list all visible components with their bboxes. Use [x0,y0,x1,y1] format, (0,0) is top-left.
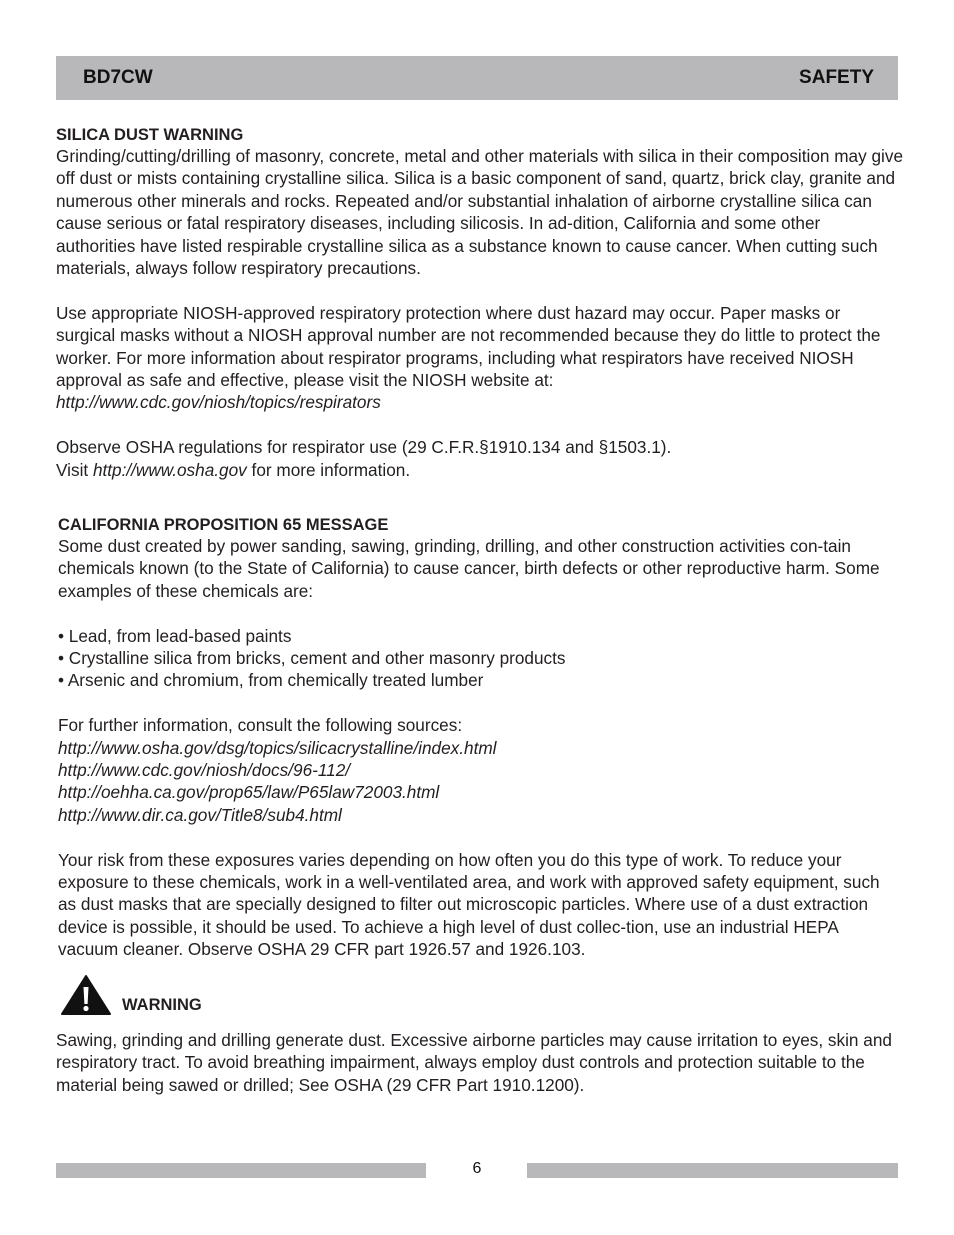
footer-bar-left [56,1163,426,1178]
silica-section [56,125,904,481]
section-title: SAFETY [799,67,874,88]
list-item: • Lead, from lead-based paints [58,625,292,646]
model-name: BD7CW [83,67,153,88]
visit-prefix: Visit [56,459,93,480]
source-link[interactable]: http://www.cdc.gov/niosh/docs/96-112/ [58,760,351,781]
silica-heading: SILICA DUST WARNING [56,126,244,144]
visit-suffix: for more information. [246,459,411,480]
prop65-heading: CALIFORNIA PROPOSITION 65 MESSAGE [58,516,389,534]
sources-intro: For further information, consult the following sources: [58,715,463,736]
source-link[interactable]: http://oehha.ca.gov/prop65/law/P65law72003.html [58,782,440,803]
risk-paragraph: Your risk from these exposures varies depending on how often you do this type of work. To reduce your exposure to these chemicals, work in a well-ventilated area, and work with approved safety equipment, such as dust masks that are specially designed to filter out microscopic particles. Where use of a dust extraction device is possible, it should be used. To achieve a high level of dust collec-tion, use an industrial HEPA vacuum cleaner. Observe OSHA 29 CFR part 1926.57 and 1926.103. [58,849,880,960]
warning-section [56,1029,906,1096]
warning-text: Sawing, grinding and drilling generate dust. Excessive airborne particles may cause irritation to eyes, skin and respiratory tract. To avoid breathing impairment, always employ dust controls and protection suitable to the material being sawed or drilled; See OSHA (29 CFR Part 1910.1200). [56,1030,892,1095]
osha-regulations-line: Observe OSHA regulations for respirator use (29 C.F.R.§1910.134 and §1503.1). [56,437,672,458]
warning-label: WARNING [122,996,202,1014]
visit-line [56,459,904,481]
list-item: • Arsenic and chromium, from chemically treated lumber [58,670,484,691]
footer-bar-right [527,1163,898,1178]
warning-triangle-icon [60,974,112,1016]
osha-link[interactable]: http://www.osha.gov [92,459,247,480]
silica-paragraph-2: Use appropriate NIOSH-approved respiratory protection where dust hazard may occur. Paper masks or surgical masks without a NIOSH approval number are not recommended because they do little to protect the worker. For more information about respirator programs, including what respirators have received NIOSH approval as safe and effective, please visit the NIOSH website at: [56,302,881,391]
header-bar [56,56,898,100]
niosh-link[interactable]: http://www.cdc.gov/niosh/topics/respirators [56,392,381,413]
prop65-intro: Some dust created by power sanding, sawing, grinding, drilling, and other construction activities con-tain chemicals known (to the State of California) to cause cancer, birth defects or other reproductive harm. Some examples of these chemicals are: [58,536,880,601]
prop65-section [58,515,898,961]
source-link[interactable]: http://www.osha.gov/dsg/topics/silicacrystalline/index.html [58,737,497,758]
list-item: • Crystalline silica from bricks, cement and other masonry products [58,648,566,669]
page-number: 6 [472,1160,482,1177]
source-link[interactable]: http://www.dir.ca.gov/Title8/sub4.html [58,804,342,825]
silica-paragraph-1: Grinding/cutting/drilling of masonry, concrete, metal and other materials with silica in their composition may give off dust or mists containing crystalline silica. Silica is a basic component of sand, quartz, brick clay, granite and numerous other minerals and rocks. Repeated and/or substantial inhalation of airborne crystalline silica can cause serious or fatal respiratory diseases, including silicosis. In ad-dition, California and some other authorities have listed respirable crystalline silica as a substance known to cause cancer. When cutting such materials, always follow respiratory precautions. [56,146,904,279]
